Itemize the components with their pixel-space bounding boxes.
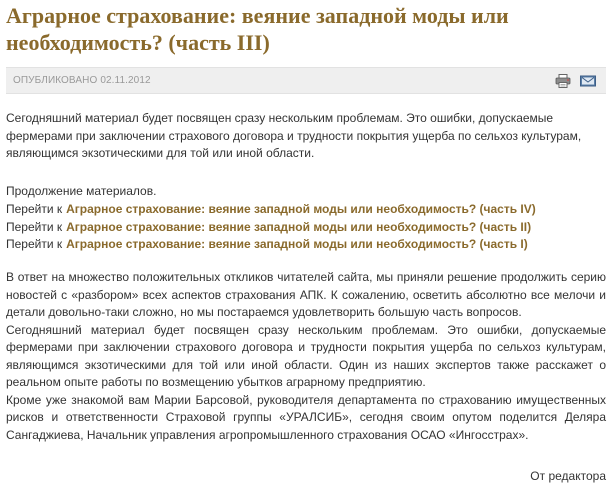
- body-paragraph: Кроме уже знакомой вам Марии Барсовой, руководителя департамента по страхованию имущественных рисков и ответственности Страховой группы «УРАЛСИБ», сегодня своим опутом поделится Деляра Сангаджиева, Начальник управления агропромышленного страхования ОСАО «Ингосстрах».: [6, 392, 606, 442]
- goto-line-part-2: [6, 219, 531, 237]
- intro-paragraph: Сегодняшний материал будет посвящен сразу нескольким проблемам. Это ошибки, допускаемые фермерами при заключении страхового договора и трудности покрытия ущерба по сельхоз культурам, являющимся экзотическими для той или иной области.: [6, 111, 582, 160]
- goto-prefix: Перейти к: [6, 220, 63, 234]
- article-title: Аграрное страхование: веяние западной моды или необходимость? (часть III): [6, 3, 509, 55]
- email-icon[interactable]: [580, 74, 596, 88]
- goto-prefix: Перейти к: [6, 237, 63, 251]
- link-part-2[interactable]: Аграрное страхование: веяние западной моды или необходимость? (часть II): [66, 220, 532, 234]
- printer-icon[interactable]: [555, 74, 571, 88]
- article-body: [6, 269, 606, 444]
- continuation-label: Продолжение материалов.: [6, 184, 157, 198]
- editor-signature: От редактора: [530, 469, 606, 483]
- published-date: 02.11.2012: [100, 75, 151, 86]
- link-part-4[interactable]: Аграрное страхование: веяние западной моды или необходимость? (часть IV): [66, 202, 536, 216]
- goto-line-part-1: [6, 236, 528, 254]
- goto-prefix: Перейти к: [6, 202, 63, 216]
- published-label: ОПУБЛИКОВАНО: [13, 75, 98, 86]
- article-meta-bar: [6, 67, 606, 94]
- goto-line-part-4: [6, 201, 536, 219]
- link-part-1[interactable]: Аграрное страхование: веяние западной моды или необходимость? (часть I): [66, 237, 528, 251]
- published-info: [13, 75, 151, 86]
- body-paragraph: В ответ на множество положительных откликов читателей сайта, мы приняли решение продолжить серию новостей с «разбором» всех аспектов страхования АПК. К сожалению, осветить абсолютно все мелочи и детали довольно-таки сложно, но мы постараемся удовлетворить большую часть вопросов.: [6, 270, 606, 319]
- body-paragraph: Сегодняшний материал будет посвящен сразу нескольким проблемам. Это ошибки, допускаемые фермерами при заключении страхового договора и трудности покрытия ущерба по сельхоз культурам, являющимся экзотическими для той или иной области. Один из наших экспертов также расскажет о реальном опыте работы по возмещению убытков аграрному предприятию.: [6, 322, 606, 389]
